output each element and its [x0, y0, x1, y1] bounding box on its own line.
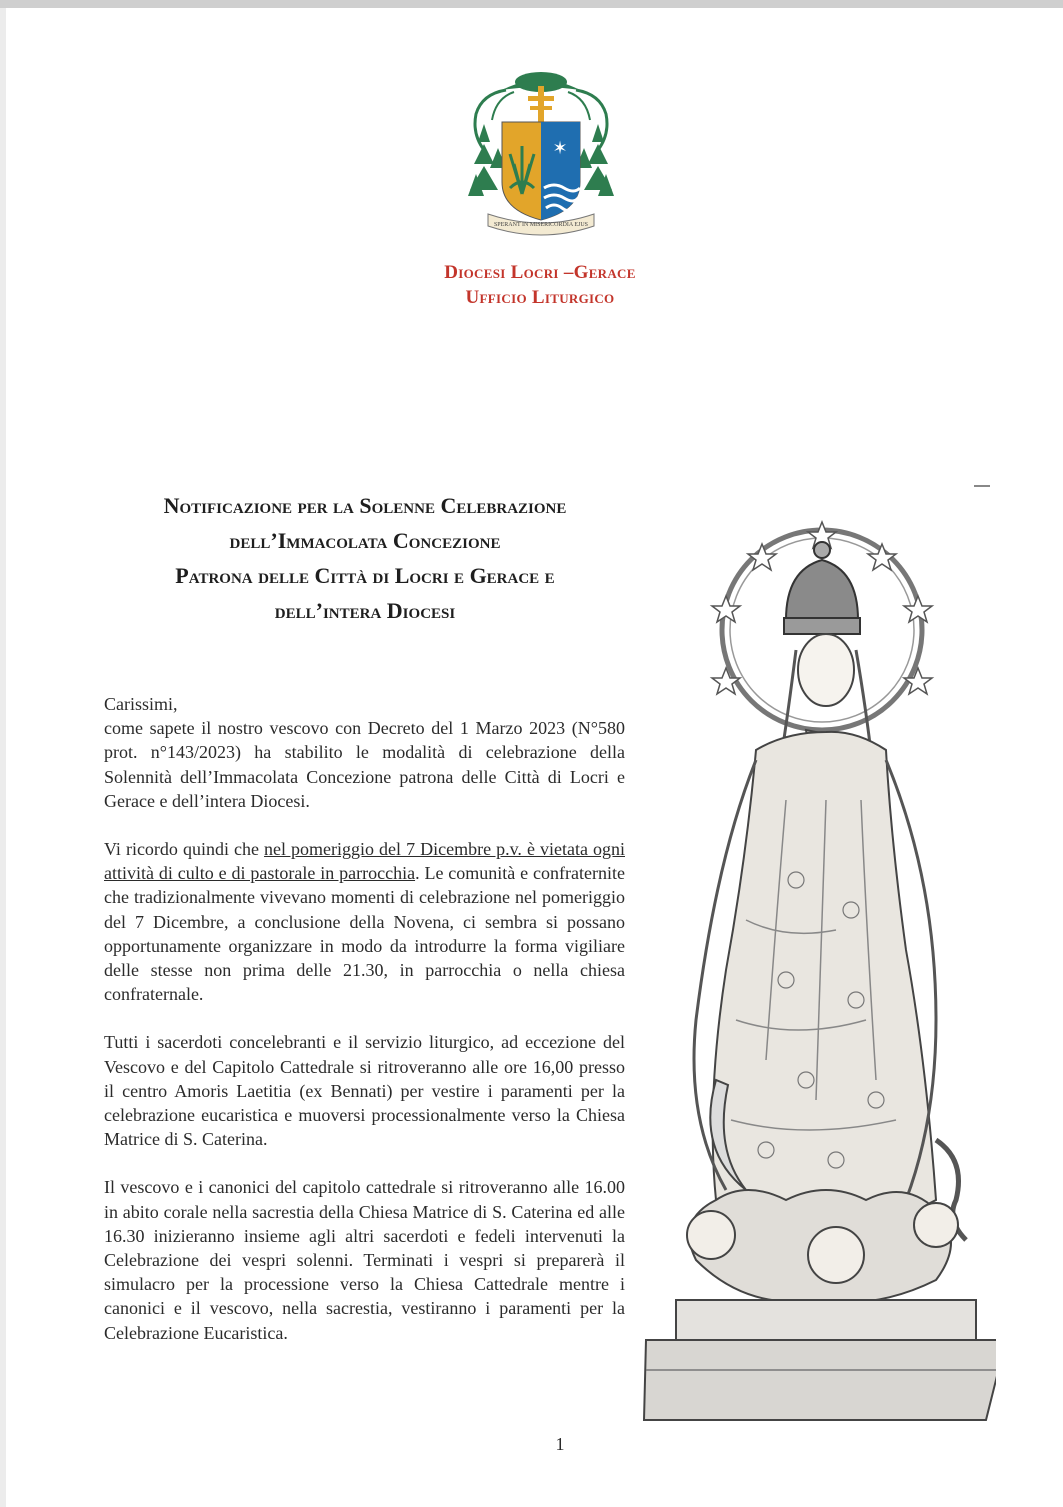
title-line-1: Notificazione per la Solenne Celebrazione: [163, 493, 567, 518]
paragraph-2-start: Vi ricordo quindi che: [104, 839, 265, 860]
paragraph-1: come sapete il nostro vescovo con Decreto del 1 Marzo 2023 (N°580 prot. n°143/2023) ha stabilito le modalità di celebrazione della Solennità dell’Immacolata Concezione patrona delle Città di Locri e Gerace e dell’intera Diocesi.: [104, 718, 625, 811]
document-title: [80, 488, 650, 628]
title-line-3: Patrona delle Città di Locri e Gerace e: [175, 563, 555, 588]
title-line-2: dell’Immacolata Concezione: [229, 528, 501, 553]
diocese-name: Diocesi Locri –Gerace: [444, 262, 636, 283]
letter-body: [104, 692, 625, 1345]
paragraph-2: [104, 837, 625, 1006]
top-bar: [0, 0, 1063, 8]
paragraph-2-underlined: nel pomeriggio del 7 Dicembre p.v. è vietata ogni attività di culto e di pastorale in parrocchia: [104, 839, 625, 884]
salutation: Carissimi,: [104, 694, 178, 714]
paragraph-2-end: . Le comunità e confraternite che tradizionalmente vivevano momenti di celebrazione nel pomeriggio del 7 Dicembre, a conclusione della Novena, ci sembra si possano opportunamente organizzare in modo da introdurre la forma vigiliare delle stesse non prima delle 21.30, in parrocchia o nella chiesa confraternale.: [104, 863, 625, 1005]
paragraph-3: Tutti i sacerdoti concelebranti e il servizio liturgico, ad eccezione del Vescovo e del Capitolo Cattedrale si ritroveranno alle ore 16,00 presso il centro Amoris Laetitia (ex Bennati) per vestire i paramenti per la celebrazione eucaristica e muoversi processionalmente verso la Chiesa Matrice di S. Caterina.: [104, 1032, 625, 1150]
svg-text:✶: ✶: [552, 138, 568, 158]
paragraph-4: Il vescovo e i canonici del capitolo cattedrale si ritroveranno alle 16.00 in abito corale nella sacrestia della Chiesa Matrice di S. Caterina ed alle 16.30 inizieranno insieme agli altri sacerdoti e fedeli intervenuti la Celebrazione dei vespri solenni. Terminati i vespri si preparerà il simulacro per la processione verso la Chiesa Cattedrale mentre i canonici e il vescovo, nella sacrestia, vestiranno i paramenti per la Celebrazione Eucaristica.: [104, 1177, 625, 1343]
immaculate-statue-illustration: [636, 500, 996, 1430]
page-number: 1: [555, 1434, 565, 1454]
coat-of-arms: [462, 64, 620, 242]
title-line-4: dell’intera Diocesi: [274, 598, 456, 623]
page-edge: [0, 8, 6, 1507]
diocese-header: [360, 260, 720, 310]
crest-motto: SPERANT IN MISERICORDIA EJUS: [493, 222, 589, 228]
margin-dash: [974, 485, 990, 487]
office-name: Ufficio Liturgico: [465, 287, 615, 308]
